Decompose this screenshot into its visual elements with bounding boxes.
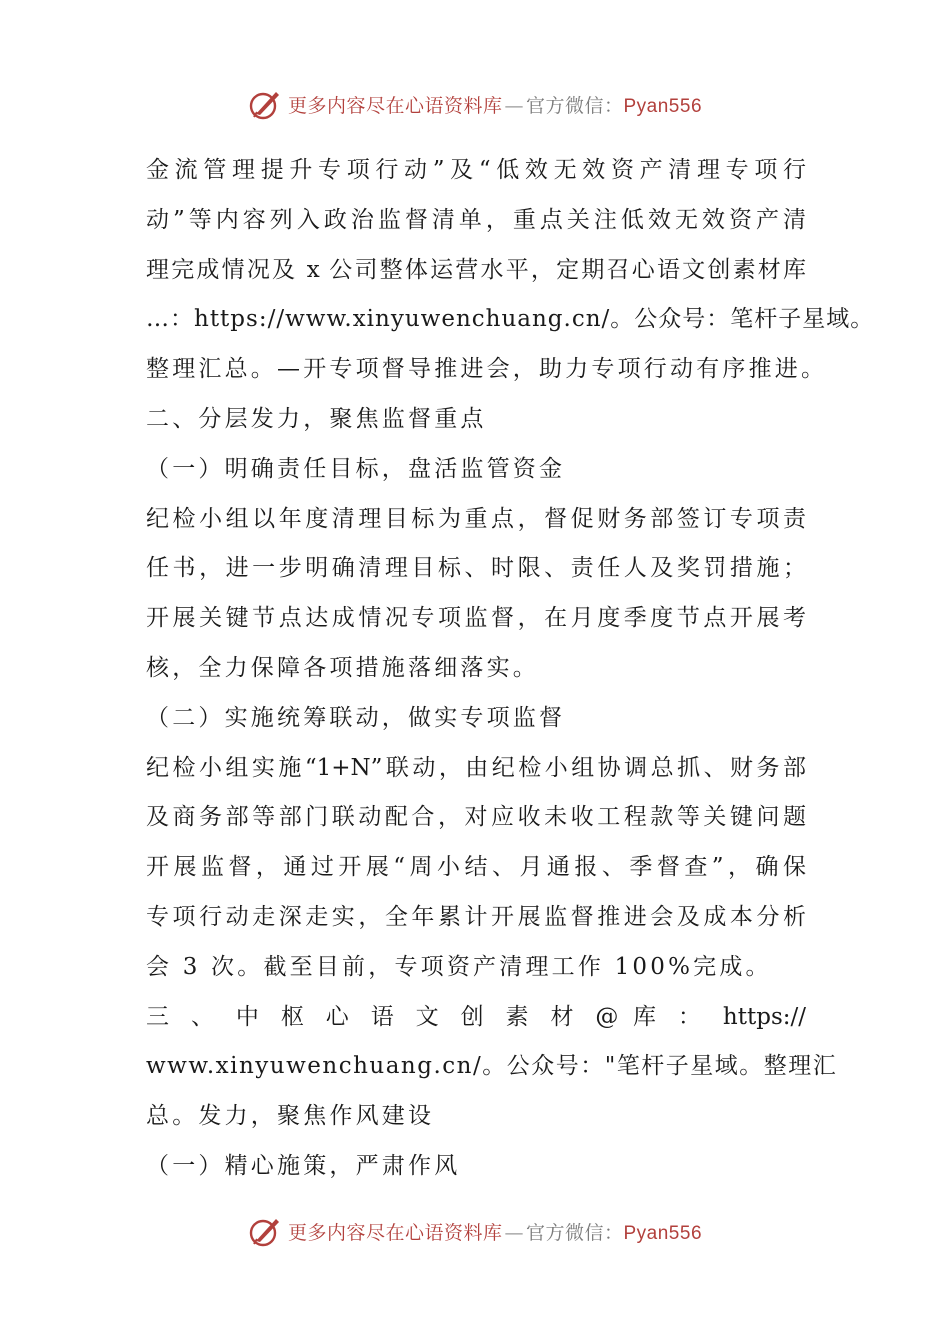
paragraph-line: 动”等内容列入政治监督清单，重点关注低效无效资产清: [146, 206, 806, 233]
paragraph-line: 开展监督，通过开展“周小结、月通报、季督查”，确保: [146, 854, 806, 881]
document-body: [146, 146, 875, 1192]
paragraph-line: 总。发力，聚焦作风建设: [146, 1103, 435, 1130]
paragraph-line: 及商务部等部门联动配合，对应收未收工程款等关键问题: [146, 804, 806, 831]
paragraph-line: 纪检小组实施“1+N”联动，由纪检小组协调总抓、财务部: [146, 754, 806, 781]
banner-text: 更多内容尽在心语资料库 — 官方微信：Pyan556: [287, 1221, 703, 1244]
paragraph-line: 整理汇总。—开专项督导推进会，助力专项行动有序推进。: [146, 356, 828, 383]
section-heading: 二、分层发力，聚焦监督重点: [146, 405, 487, 432]
paragraph-line: 任书，进一步明确清理目标、时限、责任人及奖罚措施；: [146, 555, 806, 582]
paragraph-line: 金流管理提升专项行动”及“低效无效资产清理专项行: [146, 157, 806, 183]
quill-logo-icon: [248, 87, 282, 121]
subsection-heading: （一）明确责任目标，盘活监管资金: [146, 455, 566, 482]
paragraph-line: 专项行动走深走实，全年累计开展监督推进会及成本分析: [146, 903, 806, 930]
watermark-banner-bottom: [0, 1211, 950, 1251]
quill-logo-icon: [248, 1214, 282, 1248]
section-heading: 三 、 中 枢 心 语 文 创 素 材 @ 库 ： https://: [146, 1003, 806, 1030]
paragraph-line: 核，全力保障各项措施落细落实。: [146, 654, 539, 681]
paragraph-line: 会 3 次。截至目前，专项资产清理工作 100%完成。: [146, 953, 772, 980]
subsection-heading: （一）精心施策，严肃作风: [146, 1152, 461, 1179]
subsection-heading: （二）实施统筹联动，做实专项监督: [146, 704, 566, 731]
paragraph-line: …：https://www.xinyuwenchuang.cn/。公众号：笔杆子星域。: [146, 306, 875, 333]
paragraph-line: 纪检小组以年度清理目标为重点，督促财务部签订专项责: [146, 505, 806, 532]
watermark-banner-top: [0, 84, 950, 124]
paragraph-line: 开展关键节点达成情况专项监督，在月度季度节点开展考: [146, 605, 806, 632]
banner-text: 更多内容尽在心语资料库 — 官方微信：Pyan556: [287, 94, 703, 117]
paragraph-line: www.xinyuwenchuang.cn/。公众号："笔杆子星域。整理汇: [146, 1053, 838, 1080]
paragraph-line: 理完成情况及 x 公司整体运营水平，定期召心语文创素材库: [146, 256, 806, 283]
